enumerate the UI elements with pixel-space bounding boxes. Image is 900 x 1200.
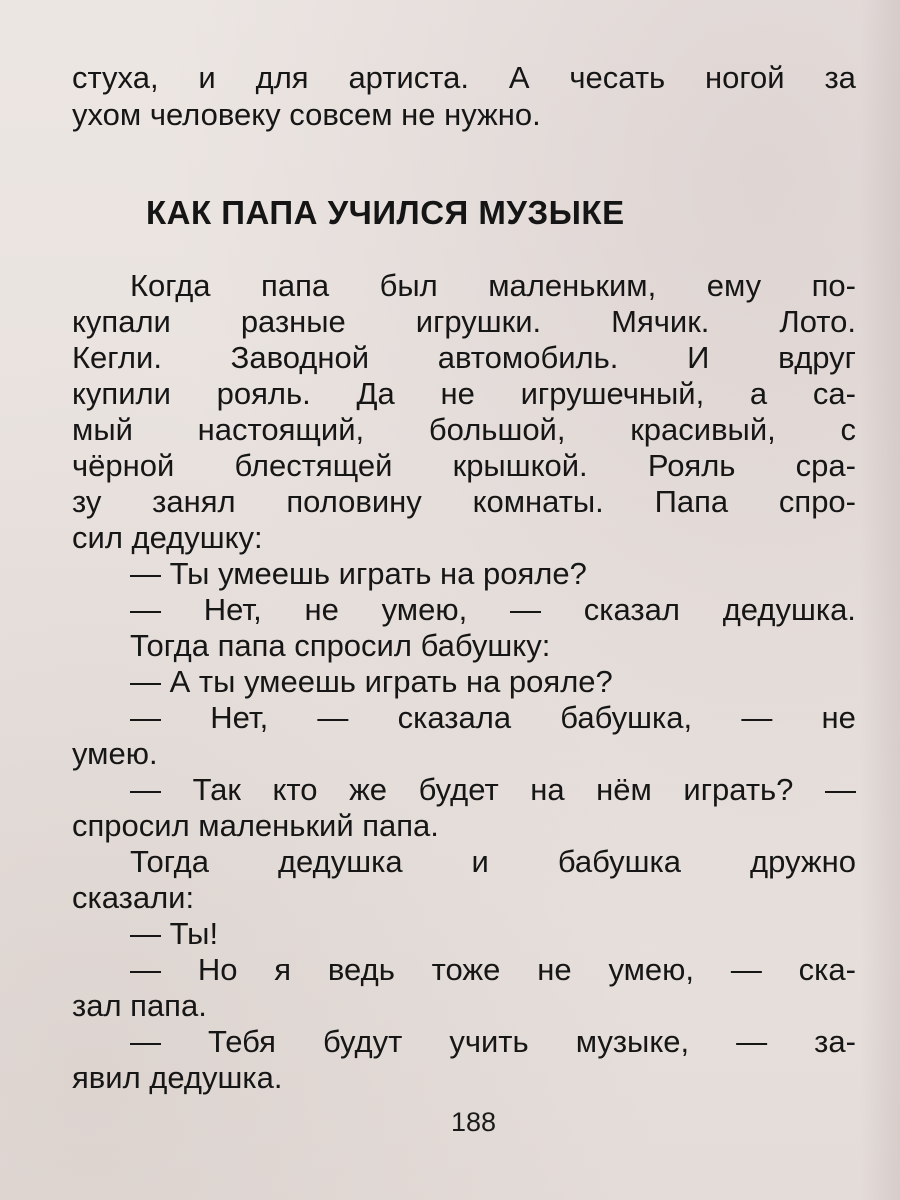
word: — [130, 592, 161, 627]
word: бабушка, [560, 700, 693, 735]
word: Кегли. [72, 340, 162, 375]
word: и [198, 60, 216, 95]
text-line [130, 698, 856, 738]
word: ска- [798, 952, 856, 987]
word: Папа [654, 484, 729, 519]
word: занял [152, 484, 236, 519]
chapter-title: КАК ПАПА УЧИЛСЯ МУЗЫКЕ [146, 194, 625, 231]
word: я [274, 952, 292, 987]
word: — [741, 700, 773, 735]
word: ему [706, 268, 762, 303]
word: для [255, 60, 309, 95]
word: спро- [778, 484, 856, 519]
word: и [471, 844, 489, 879]
word: папа [261, 268, 330, 303]
word: на [530, 772, 565, 807]
word: по- [811, 268, 856, 303]
word: будут [322, 1024, 403, 1059]
text-line: сказали: [72, 880, 195, 915]
word: играть? [683, 772, 794, 807]
word: тоже [431, 952, 501, 987]
text-line [72, 58, 856, 98]
word: — [824, 772, 856, 807]
word: настоящий, [197, 412, 365, 447]
text-line [72, 410, 856, 450]
word: за- [814, 1024, 856, 1059]
text-line [130, 590, 856, 630]
word: блестящей [234, 448, 393, 483]
word: дедушка [277, 844, 403, 879]
word: будет [418, 772, 499, 807]
text-line: Тогда папа спросил бабушку: [130, 628, 551, 663]
text-line: зал папа. [72, 988, 207, 1023]
word: стуха, [72, 60, 159, 95]
text-line [130, 770, 856, 810]
text-line [72, 338, 856, 378]
word: Нет, [203, 592, 262, 627]
word: ногой [705, 60, 785, 95]
word: же [349, 772, 388, 807]
word: маленьким, [488, 268, 657, 303]
word: чесать [569, 60, 666, 95]
word: Когда [130, 268, 211, 303]
word: разные [240, 304, 346, 339]
word: Нет, [210, 700, 269, 735]
word: — [130, 1024, 161, 1059]
word: за [824, 60, 856, 95]
word: Заводной [230, 340, 370, 375]
word: — [730, 952, 762, 987]
word: игрушечный, [520, 376, 705, 411]
word: умею, [381, 592, 468, 627]
word: сра- [795, 448, 856, 483]
word: А [508, 60, 530, 95]
word: кто [272, 772, 318, 807]
word: музыке, [575, 1024, 690, 1059]
text-line: умею. [72, 736, 158, 771]
word: с [840, 412, 856, 447]
word: был [379, 268, 438, 303]
word: са- [812, 376, 856, 411]
text-line: явил дедушка. [72, 1060, 283, 1095]
word: красивый, [630, 412, 776, 447]
word: — [317, 700, 349, 735]
word: купили [72, 376, 171, 411]
word: сказал [583, 592, 680, 627]
text-line [72, 446, 856, 486]
word: артиста. [348, 60, 469, 95]
word: крышкой. [452, 448, 588, 483]
word: дедушка. [722, 592, 856, 627]
word: — [130, 772, 161, 807]
word: дружно [750, 844, 856, 879]
word: ведь [327, 952, 395, 987]
word: Тогда [130, 844, 209, 879]
page-number: 188 [451, 1107, 497, 1137]
text-line [130, 950, 856, 990]
word: — [510, 592, 541, 627]
word: Тебя [208, 1024, 276, 1059]
word: Но [197, 952, 238, 987]
word: — [130, 700, 161, 735]
text-line: — Ты умеешь играть на рояле? [130, 556, 587, 591]
word: Лото. [779, 304, 856, 339]
word: зу [72, 484, 102, 519]
text-line: — Ты! [130, 916, 219, 951]
text-line [72, 374, 856, 414]
word: не [537, 952, 572, 987]
word: половину [286, 484, 422, 519]
word: Мячик. [611, 304, 710, 339]
word: мый [72, 412, 133, 447]
word: Так [192, 772, 241, 807]
text-line [130, 266, 856, 306]
word: чёрной [72, 448, 175, 483]
word: Да [356, 376, 395, 411]
word: большой, [428, 412, 566, 447]
word: Рояль [647, 448, 736, 483]
word: рояль. [216, 376, 311, 411]
word: сказала [397, 700, 512, 735]
text-line: спросил маленький папа. [72, 808, 439, 843]
word: автомобиль. [437, 340, 619, 375]
page-edge-shadow [860, 0, 900, 1200]
word: — [736, 1024, 768, 1059]
word: не [821, 700, 856, 735]
word: бабушка [557, 844, 682, 879]
text-line: — А ты умеешь играть на рояле? [130, 664, 613, 699]
text-line: ухом человеку совсем не нужно. [72, 97, 541, 132]
text-line [130, 1022, 856, 1062]
word: а [749, 376, 768, 411]
word: умею, [608, 952, 695, 987]
text-line [130, 842, 856, 882]
word: — [130, 952, 161, 987]
text-line [72, 302, 856, 342]
word: купали [72, 304, 171, 339]
word: нём [596, 772, 652, 807]
word: не [440, 376, 475, 411]
word: вдруг [778, 340, 856, 375]
word: И [687, 340, 710, 375]
text-line [72, 482, 856, 522]
word: игрушки. [415, 304, 542, 339]
word: комнаты. [472, 484, 604, 519]
word: не [304, 592, 339, 627]
text-line: сил дедушку: [72, 520, 263, 555]
word: учить [449, 1024, 529, 1059]
